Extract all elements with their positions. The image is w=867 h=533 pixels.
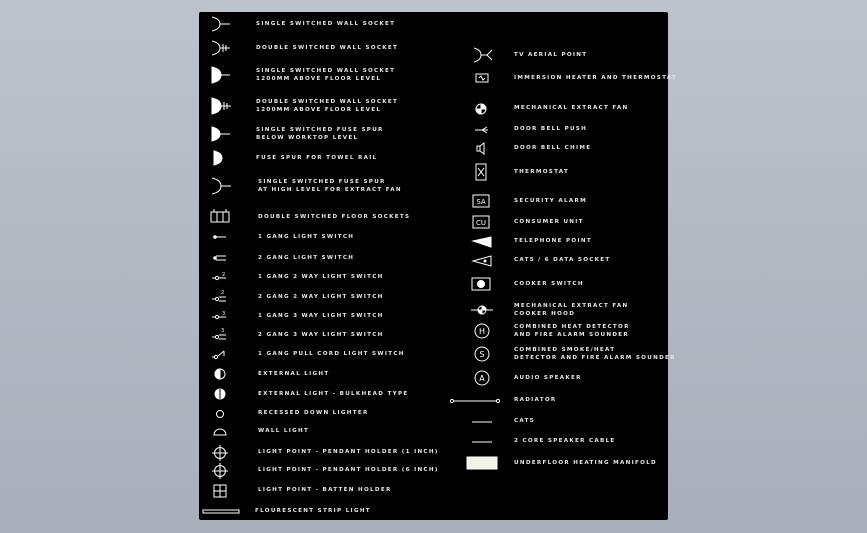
svg-text:2: 2 (221, 290, 225, 296)
door-bell-chime-icon (467, 138, 497, 158)
telephone-point-icon (467, 231, 497, 251)
legend-label: COOKER SWITCH (514, 281, 584, 287)
floor-socket-icon (205, 207, 235, 227)
legend-label-line2: AT HIGH LEVEL FOR EXTRACT FAN (258, 187, 402, 193)
legend-label: SINGLE SWITCHED FUSE SPUR (258, 179, 386, 185)
legend-label: DOUBLE SWITCHED WALL SOCKET (256, 45, 399, 51)
extract-fan-icon (467, 98, 497, 118)
fuse-spur-worktop-icon (205, 124, 235, 144)
legend-label: LIGHT POINT - PENDANT HOLDER (6 INCH) (258, 467, 439, 473)
legend-label: SINGLE SWITCHED WALL SOCKET (256, 21, 396, 27)
legend-label: 1 GANG 2 WAY LIGHT SWITCH (258, 274, 384, 280)
legend-label: EXTERNAL LIGHT - BULKHEAD TYPE (258, 391, 409, 397)
legend-label: TV AERIAL POINT (514, 52, 588, 58)
legend-label: 2 CORE SPEAKER CABLE (514, 438, 616, 444)
legend-label-line2: 1200MM ABOVE FLOOR LEVEL (256, 107, 382, 113)
wall-light-icon (205, 421, 235, 441)
external-light-icon (205, 364, 235, 384)
legend-label: LIGHT POINT - BATTEN HOLDER (258, 487, 392, 493)
switch-2gang-2way-icon (205, 287, 235, 307)
legend-label: FUSE SPUR FOR TOWEL RAIL (256, 155, 378, 161)
audio-speaker-icon (467, 368, 497, 388)
thermostat-icon (467, 162, 497, 182)
double-switched-wall-socket-icon (205, 38, 235, 58)
consumer-unit-icon (467, 212, 497, 232)
underfloor-manifold-icon (467, 453, 497, 473)
svg-text:2: 2 (222, 272, 226, 278)
svg-text:3: 3 (222, 311, 226, 317)
legend-label: IMMERSION HEATER AND THERMOSTAT (514, 75, 678, 81)
legend-label: DOUBLE SWITCHED WALL SOCKET (256, 99, 399, 105)
radiator-icon (445, 390, 505, 410)
legend-label: COMBINED SMOKE/HEAT (514, 347, 616, 353)
legend-label: TELEPHONE POINT (514, 238, 592, 244)
legend-label: WALL LIGHT (258, 428, 310, 434)
security-alarm-icon (467, 191, 497, 211)
legend-label: AUDIO SPEAKER (514, 375, 582, 381)
tv-aerial-point-icon (467, 45, 497, 65)
cat5-cable-icon (467, 411, 497, 431)
downlighter-icon (205, 403, 235, 423)
legend-label: CAT5 / 6 DATA SOCKET (514, 257, 611, 263)
switch-1gang-3way-icon (205, 306, 235, 326)
legend-label: CAT5 (514, 418, 535, 424)
cooker-switch-icon (467, 274, 497, 294)
legend-label-line2: DETECTOR AND FIRE ALARM SOUNDER (514, 355, 676, 361)
legend-label-line2: COOKER HOOD (514, 311, 576, 317)
legend-label: FLOURESCENT STRIP LIGHT (255, 508, 371, 514)
security-alarm-text: SA (476, 198, 486, 206)
legend-label: 2 GANG LIGHT SWITCH (258, 255, 355, 261)
double-socket-1200mm-icon (205, 96, 235, 116)
smoke-detector-icon (467, 344, 497, 364)
speaker-cable-icon (467, 431, 497, 451)
audio-speaker-text: A (479, 374, 485, 383)
heat-detector-text: H (478, 327, 486, 336)
legend-label: MECHANICAL EXTRACT FAN (514, 303, 629, 309)
pull-cord-switch-icon (205, 344, 235, 364)
legend-label: DOUBLE SWITCHED FLOOR SOCKETS (258, 214, 411, 220)
consumer-unit-text: CU (475, 219, 487, 227)
switched-wall-socket-icon (205, 14, 235, 34)
switch-1gang-2way-icon (205, 267, 235, 287)
legend-label-line2: BELOW WORKTOP LEVEL (256, 135, 359, 141)
legend-label: LIGHT POINT - PENDANT HOLDER (1 INCH) (258, 449, 439, 455)
legend-label: SECURITY ALARM (514, 198, 587, 204)
legend-label: 1 GANG PULL CORD LIGHT SWITCH (258, 351, 405, 357)
legend-label: UNDERFLOOR HEATING MANIFOLD (514, 460, 658, 466)
strip-light-icon (201, 501, 241, 521)
legend-label: EXTERNAL LIGHT (258, 371, 330, 377)
legend-label: MECHANICAL EXTRACT FAN (514, 105, 629, 111)
svg-text:3: 3 (221, 328, 225, 334)
door-bell-push-icon (467, 119, 497, 139)
legend-label: COMBINED HEAT DETECTOR (514, 324, 630, 330)
legend-label: RECESSED DOWN LIGHTER (258, 410, 369, 416)
legend-label: 2 GANG 3 WAY LIGHT SWITCH (258, 332, 384, 338)
legend-label: DOOR BELL CHIME (514, 145, 592, 151)
pendant-6inch-icon (205, 460, 235, 480)
legend-label: SINGLE SWITCHED WALL SOCKET (256, 68, 396, 74)
legend-label-line2: 1200MM ABOVE FLOOR LEVEL (256, 76, 382, 82)
fuse-spur-extract-fan-icon (205, 176, 235, 196)
legend-label: 1 GANG LIGHT SWITCH (258, 234, 355, 240)
fuse-spur-towel-rail-icon (205, 148, 235, 168)
smoke-detector-text: S (479, 350, 485, 359)
pendant-1inch-icon (205, 442, 235, 462)
switch-2gang-3way-icon (205, 325, 235, 345)
legend-label: THERMOSTAT (514, 169, 570, 175)
legend-label: 1 GANG 3 WAY LIGHT SWITCH (258, 313, 384, 319)
cat5-data-socket-icon (467, 250, 497, 270)
immersion-heater-icon (467, 68, 497, 88)
switch-1gang-icon (205, 227, 235, 247)
batten-holder-icon (205, 480, 235, 500)
legend-label-line2: AND FIRE ALARM SOUNDER (514, 332, 630, 338)
socket-1200mm-icon (205, 65, 235, 85)
legend-label: SINGLE SWITCHED FUSE SPUR (256, 127, 384, 133)
legend-label: 2 GANG 2 WAY LIGHT SWITCH (258, 294, 384, 300)
legend-label: DOOR BELL PUSH (514, 126, 588, 132)
legend-label: CONSUMER UNIT (514, 219, 584, 225)
heat-detector-icon (467, 321, 497, 341)
switch-2gang-icon (205, 248, 235, 268)
symbol-legend-sheet (199, 12, 678, 520)
legend-label: RADIATOR (514, 397, 557, 403)
cooker-hood-fan-icon (467, 300, 497, 320)
bulkhead-light-icon (205, 384, 235, 404)
